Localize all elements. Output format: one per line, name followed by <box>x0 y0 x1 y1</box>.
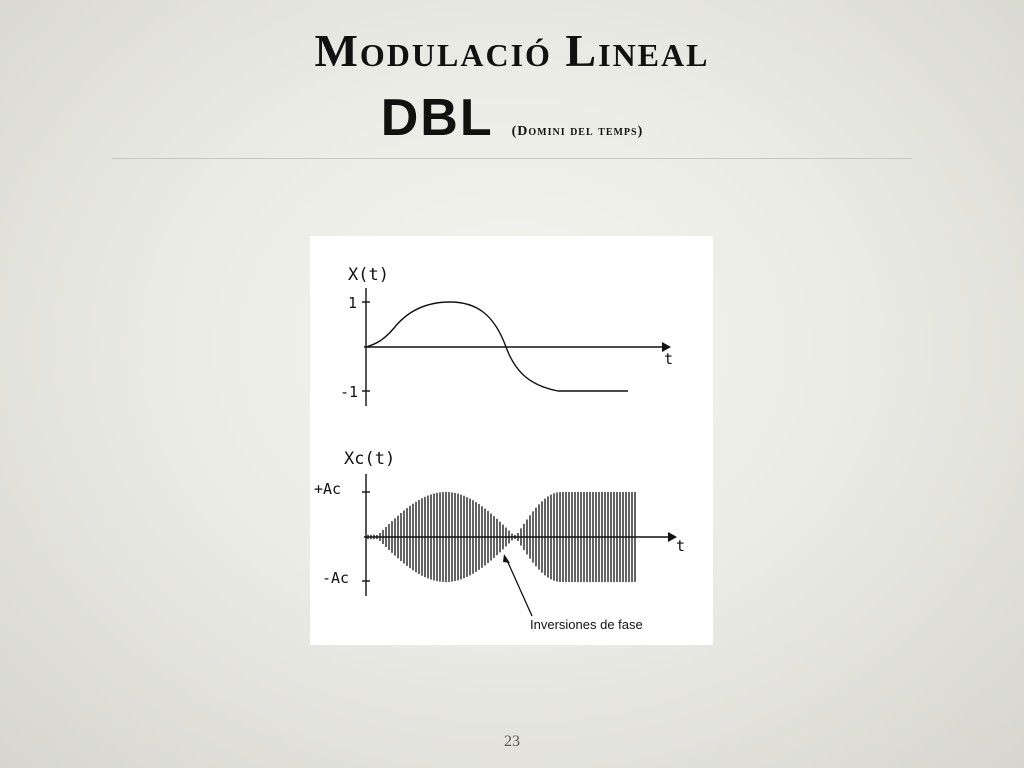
message-tick-label-neg: -1 <box>340 383 359 401</box>
message-tick-label-pos: 1 <box>348 294 358 312</box>
subtitle-row <box>0 88 1024 148</box>
modulated-ylabel-text: Xc(t) <box>344 449 396 469</box>
message-ylabel <box>348 265 389 285</box>
page-number: 23 <box>504 733 520 750</box>
message-xlabel: t <box>664 350 674 368</box>
phase-inversion-arrowhead <box>503 554 510 563</box>
message-ylabel-text: X(t) <box>348 265 389 285</box>
phase-inversion-pointer <box>506 558 532 616</box>
modulated-tick-label-neg: -Ac <box>322 569 350 587</box>
modulated-tick-label-pos: +Ac <box>314 480 342 498</box>
dbl-figure-svg <box>310 236 713 645</box>
phase-inversion-label: Inversiones de fase <box>530 617 643 632</box>
message-chart <box>340 265 673 406</box>
modulated-ylabel <box>344 449 395 469</box>
subtitle-note: (Domini del temps) <box>511 124 644 139</box>
slide-title: Modulació Lineal <box>314 25 710 76</box>
modulated-chart <box>314 449 685 632</box>
modulated-xlabel: t <box>676 537 686 555</box>
slide-subtitle: DBL <box>380 89 494 147</box>
title-divider <box>112 158 912 159</box>
dbl-figure <box>310 236 713 645</box>
